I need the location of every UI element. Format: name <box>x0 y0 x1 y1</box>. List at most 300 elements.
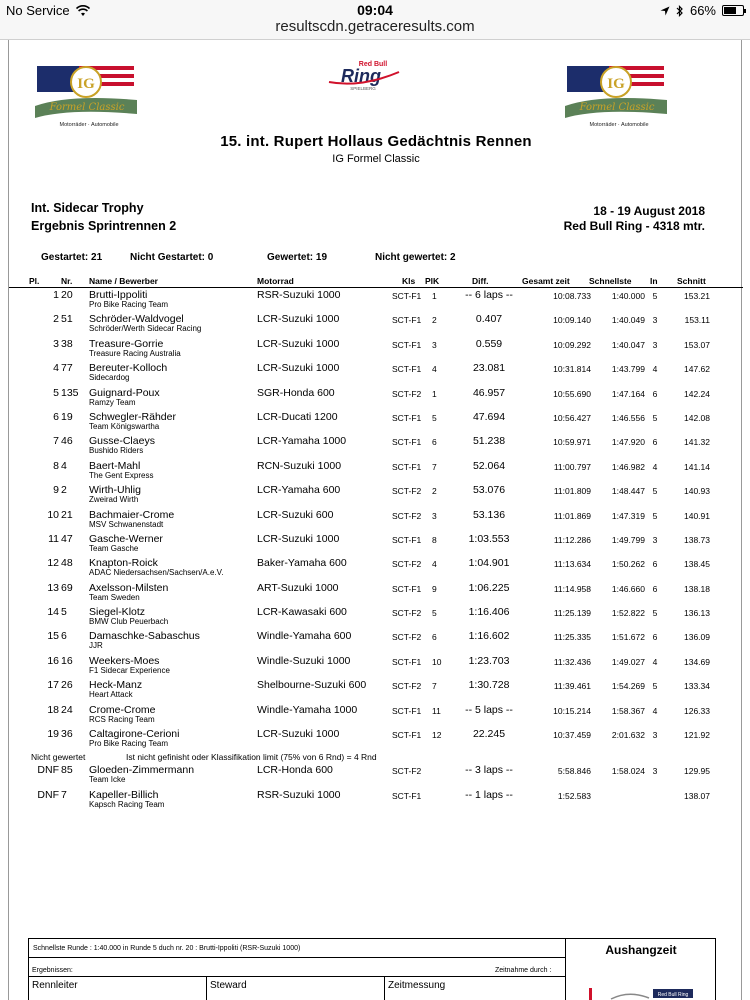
event-info <box>564 204 705 234</box>
ig-logo-bottom-text: Motorräder · Automobile <box>59 122 119 128</box>
total-time: 10:09.140 <box>553 315 591 326</box>
col-schnitt: Schnitt <box>677 276 706 286</box>
class: SCT-F2 <box>392 486 422 497</box>
fastest-lap-number: 5 <box>652 510 658 521</box>
fastest-lap-number: 6 <box>652 388 658 399</box>
results-row <box>9 629 743 653</box>
results-row <box>9 288 743 312</box>
class: SCT-F1 <box>392 364 422 375</box>
gap: 0.407 <box>475 313 503 326</box>
motorcycle: LCR-Suzuki 1000 <box>257 728 340 741</box>
team-name: Schröder/Werth Sidecar Racing <box>89 324 202 334</box>
motorcycle: LCR-Suzuki 1000 <box>257 362 340 375</box>
clock: 09:04 <box>357 2 393 18</box>
gap: 1:16.602 <box>468 630 510 643</box>
ergebnissen-label: Ergebnissen: <box>32 967 73 974</box>
event-subtitle: IG Formel Classic <box>332 153 420 165</box>
crew-name: Damaschke-Sabaschus <box>89 630 200 643</box>
total-time: 11:39.461 <box>553 681 591 692</box>
average-speed: 147.62 <box>684 364 710 375</box>
total-time: 11:32.436 <box>553 656 591 667</box>
total-time: 11:25.139 <box>553 608 591 619</box>
event-title: 15. int. Rupert Hollaus Gedächtnis Rennen <box>220 133 532 150</box>
gap: -- 3 laps -- <box>465 764 513 777</box>
average-speed: 136.13 <box>684 608 710 619</box>
class: SCT-F2 <box>392 766 422 777</box>
team-name: Team Icke <box>89 775 126 785</box>
motorcycle: LCR-Suzuki 1000 <box>257 532 340 545</box>
gap: 1:16.406 <box>468 606 510 619</box>
average-speed: 142.08 <box>684 412 710 423</box>
gap: 47.694 <box>472 410 506 423</box>
start-number: 19 <box>61 410 73 423</box>
rbr-logo-small-text: Red Bull <box>358 61 388 68</box>
motorcycle: Windle-Yamaha 1000 <box>257 703 358 716</box>
motorcycle: Windle-Yamaha 600 <box>257 630 352 643</box>
carrier-label: No Service <box>6 3 70 18</box>
crew-name: Gusse-Claeys <box>89 435 155 448</box>
average-speed: 138.73 <box>684 534 710 545</box>
rbr-logo-bottom-text: SPIELBERG <box>350 86 376 91</box>
class-position: 5 <box>432 608 437 619</box>
class-position: 7 <box>432 461 437 472</box>
start-number: 21 <box>61 508 73 521</box>
col-gesamtzeit: Gesamt zeit <box>522 276 570 286</box>
position: DNF <box>37 764 59 777</box>
start-number: 69 <box>61 581 73 594</box>
team-name: Heart Attack <box>89 690 133 700</box>
position: 9 <box>53 484 59 497</box>
class: SCT-F1 <box>392 534 422 545</box>
motorcycle: Shelbourne-Suzuki 600 <box>257 679 367 692</box>
total-time: 10:09.292 <box>553 339 591 350</box>
results-row <box>9 410 743 434</box>
fastest-lap-number: 4 <box>652 364 658 375</box>
fastest-lap-number: 6 <box>652 437 658 448</box>
total-time: 10:56.427 <box>553 412 591 423</box>
total-time: 11:01.869 <box>553 510 591 521</box>
gap: 53.136 <box>472 508 506 521</box>
position: 14 <box>47 606 59 619</box>
location-icon <box>660 6 670 16</box>
average-speed: 134.69 <box>684 656 710 667</box>
class: SCT-F2 <box>392 632 422 643</box>
position: 7 <box>53 435 59 448</box>
address-bar[interactable] <box>0 18 750 40</box>
average-speed: 136.09 <box>684 632 710 643</box>
red-bull-ring-stamp <box>589 986 699 1000</box>
average-speed: 153.21 <box>684 291 710 301</box>
crew-name: Schröder-Waldvogel <box>89 313 184 326</box>
steward-label: Steward <box>210 980 247 991</box>
position: 12 <box>47 557 59 570</box>
dnf-row <box>9 763 743 787</box>
team-name: JJR <box>89 641 103 651</box>
class: SCT-F1 <box>392 730 422 741</box>
fastest-lap: 1:50.262 <box>611 559 645 570</box>
gap: 51.238 <box>472 435 506 448</box>
gap: 52.064 <box>472 459 506 472</box>
crew-name: Baert-Mahl <box>89 459 141 472</box>
battery-fill <box>724 7 736 14</box>
class-position: 10 <box>432 656 442 667</box>
results-row <box>9 508 743 532</box>
gap: 1:03.553 <box>468 532 510 545</box>
gap: 46.957 <box>472 386 506 399</box>
class-position: 1 <box>432 388 437 399</box>
results-row <box>9 727 743 751</box>
class: SCT-F1 <box>392 315 422 326</box>
results-row <box>9 532 743 556</box>
team-name: Pro Bike Racing Team <box>89 739 168 749</box>
team-name: Team Gasche <box>89 543 139 553</box>
stat-started: Gestartet: 21 <box>41 252 103 263</box>
average-speed: 126.33 <box>684 705 710 716</box>
fastest-lap: 1:47.319 <box>611 510 645 521</box>
crew-name: Schwegler-Rähder <box>89 410 176 423</box>
crew-name: Kapeller-Billich <box>89 788 159 801</box>
crew-name: Bereuter-Kolloch <box>89 362 168 375</box>
status-right <box>660 3 744 18</box>
crew-name: Knapton-Roick <box>89 557 158 570</box>
fastest-lap-number: 4 <box>652 705 658 716</box>
average-speed: 129.95 <box>684 766 710 777</box>
total-time: 5:58.846 <box>557 766 591 777</box>
average-speed: 142.24 <box>684 388 710 399</box>
motorcycle: LCR-Yamaha 1000 <box>257 435 347 448</box>
team-name: RCS Racing Team <box>89 714 155 724</box>
results-row <box>9 605 743 629</box>
motorcycle: RSR-Suzuki 1000 <box>257 289 341 301</box>
bluetooth-icon <box>676 5 684 17</box>
aushangzeit-label: Aushangzeit <box>605 943 677 957</box>
team-name: Zweirad Wirth <box>89 495 139 505</box>
gap: 22.245 <box>472 728 506 741</box>
results-row <box>9 581 743 605</box>
class-position: 6 <box>432 437 437 448</box>
start-number: 6 <box>61 630 67 643</box>
col-pik: PlK <box>425 276 440 286</box>
motorcycle: LCR-Ducati 1200 <box>257 410 338 423</box>
stamp-text: Red Bull Ring <box>657 992 689 998</box>
results-row <box>9 483 743 507</box>
crew-name: Gasche-Werner <box>89 532 163 545</box>
class-position: 6 <box>432 632 437 643</box>
fastest-lap-number: 4 <box>652 461 658 472</box>
fastest-lap: 1:47.164 <box>611 388 645 399</box>
class-position: 7 <box>432 681 437 692</box>
results-row <box>9 703 743 727</box>
position: 2 <box>53 313 59 326</box>
col-schnellste: Schnellste <box>589 276 632 286</box>
fastest-lap: 1:58.367 <box>611 705 645 716</box>
results-row <box>9 654 743 678</box>
total-time: 10:37.459 <box>553 730 591 741</box>
results-row <box>9 361 743 385</box>
gap: 1:06.225 <box>468 581 510 594</box>
crew-name: Bachmaier-Crome <box>89 508 175 521</box>
not-classified-label: Nicht gewertet <box>31 752 86 763</box>
stat-classified: Gewertet: 19 <box>267 252 328 263</box>
fastest-lap-number: 5 <box>652 412 658 423</box>
average-speed: 141.14 <box>684 461 710 472</box>
fastest-lap: 1:54.269 <box>611 681 645 692</box>
class-position: 3 <box>432 339 437 350</box>
total-time: 11:13.634 <box>553 559 591 570</box>
gap: -- 1 laps -- <box>465 788 513 801</box>
position: 13 <box>47 581 59 594</box>
class-position: 3 <box>432 510 437 521</box>
results-table-body <box>9 288 743 812</box>
zeitmessung-label: Zeitmessung <box>388 980 446 991</box>
fastest-lap-number: 3 <box>652 730 658 741</box>
fastest-lap: 1:43.799 <box>611 364 645 375</box>
position: 15 <box>47 630 59 643</box>
start-number: 48 <box>61 557 73 570</box>
crew-name: Axelsson-Milsten <box>89 581 169 594</box>
fastest-lap-number: 3 <box>652 534 658 545</box>
crew-name: Caltagirone-Cerioni <box>89 728 180 741</box>
class: SCT-F1 <box>392 437 422 448</box>
fastest-lap-number: 5 <box>652 291 658 301</box>
ig-logo-script-text: Formel Classic <box>49 102 125 113</box>
dnf-row <box>9 788 743 812</box>
footer-divider <box>29 957 565 958</box>
fastest-lap: 1:58.024 <box>611 766 645 777</box>
gap: 1:23.703 <box>468 654 510 667</box>
fastest-lap-number: 4 <box>652 656 658 667</box>
team-name: Team Sweden <box>89 592 140 602</box>
average-speed: 141.32 <box>684 437 710 448</box>
total-time: 11:12.286 <box>553 534 591 545</box>
total-time: 11:14.958 <box>553 583 591 594</box>
col-pl: Pl. <box>29 276 40 286</box>
fastest-lap-number: 3 <box>652 766 658 777</box>
start-number: 26 <box>61 679 73 692</box>
class: SCT-F1 <box>392 705 422 716</box>
class: SCT-F1 <box>392 583 422 594</box>
start-number: 2 <box>61 484 67 497</box>
fastest-lap: 1:46.556 <box>611 412 645 423</box>
fastest-lap: 1:46.660 <box>611 583 645 594</box>
team-name: Pro Bike Racing Team <box>89 300 168 309</box>
start-number: 4 <box>61 459 67 472</box>
zeitnahme-label: Zeitnahme durch : <box>495 967 552 974</box>
results-row <box>9 337 743 361</box>
average-speed: 140.93 <box>684 486 710 497</box>
ig-formel-classic-logo-left <box>29 60 144 132</box>
motorcycle: Windle-Suzuki 1000 <box>257 654 351 667</box>
start-number: 24 <box>61 703 73 716</box>
start-number: 51 <box>61 313 73 326</box>
red-bull-ring-logo <box>321 58 405 92</box>
event-venue: Red Bull Ring - 4318 mtr. <box>563 219 705 233</box>
class: SCT-F1 <box>392 412 422 423</box>
gap: 23.081 <box>472 362 506 375</box>
team-name: MSV Schwanenstadt <box>89 519 164 529</box>
col-diff: Diff. <box>472 276 489 286</box>
fastest-lap: 1:46.982 <box>611 461 645 472</box>
start-number: 20 <box>61 289 73 301</box>
gap: 1:04.901 <box>468 557 510 570</box>
fastest-lap: 2:01.632 <box>611 730 645 741</box>
total-time: 11:01.809 <box>553 486 591 497</box>
crew-name: Heck-Manz <box>89 679 143 692</box>
fastest-lap-number: 5 <box>652 681 658 692</box>
class-position: 11 <box>432 705 441 716</box>
position: 3 <box>53 337 59 350</box>
team-name: Kapsch Racing Team <box>89 799 165 809</box>
total-time: 11:25.335 <box>553 632 591 643</box>
start-number: 7 <box>61 788 67 801</box>
stat-not-classified: Nicht gewertet: 2 <box>375 252 456 263</box>
team-name: The Gent Express <box>89 470 154 480</box>
results-row <box>9 434 743 458</box>
average-speed: 153.11 <box>684 315 710 326</box>
fastest-lap: 1:51.672 <box>611 632 645 643</box>
crew-name: Treasure-Gorrie <box>89 337 164 350</box>
results-row <box>9 312 743 336</box>
class: SCT-F2 <box>392 608 422 619</box>
fastest-lap: 1:47.920 <box>611 437 645 448</box>
class-position: 2 <box>432 486 437 497</box>
fastest-lap-number: 5 <box>652 608 658 619</box>
position: 8 <box>53 459 59 472</box>
total-time: 11:00.797 <box>553 461 591 472</box>
fastest-lap-number: 6 <box>652 632 658 643</box>
position: 18 <box>47 703 59 716</box>
results-table-header <box>9 276 743 288</box>
class-position: 4 <box>432 364 437 375</box>
col-nr: Nr. <box>61 276 73 286</box>
class-name: Int. Sidecar Trophy <box>31 201 144 215</box>
motorcycle: Baker-Yamaha 600 <box>257 557 347 570</box>
position: 1 <box>53 289 59 301</box>
url-text[interactable]: resultscdn.getraceresults.com <box>275 18 475 35</box>
fastest-lap-number: 6 <box>652 583 658 594</box>
position: 16 <box>47 654 59 667</box>
class: SCT-F2 <box>392 681 422 692</box>
average-speed: 138.18 <box>684 583 710 594</box>
class-heading <box>31 199 176 235</box>
motorcycle: ART-Suzuki 1000 <box>257 581 339 594</box>
ig-logo-main-text: IG <box>607 76 625 92</box>
class: SCT-F1 <box>392 461 422 472</box>
rennleiter-label: Rennleiter <box>32 980 78 991</box>
position: 11 <box>48 532 59 545</box>
start-number: 85 <box>61 764 73 777</box>
class-position: 12 <box>432 730 442 741</box>
fastest-lap: 1:40.047 <box>611 339 645 350</box>
ig-logo-bottom-text: Motorräder · Automobile <box>589 122 649 128</box>
position: DNF <box>37 788 59 801</box>
ig-formel-classic-logo-right <box>559 60 674 132</box>
fastest-lap: 1:52.822 <box>611 608 645 619</box>
fastest-lap-number: 3 <box>652 315 658 326</box>
average-speed: 133.34 <box>684 681 710 692</box>
class: SCT-F1 <box>392 291 422 301</box>
class-position: 9 <box>432 583 437 594</box>
crew-name: Crome-Crome <box>89 703 156 716</box>
gap: 53.076 <box>472 484 506 497</box>
fastest-lap: 1:40.000 <box>611 291 645 301</box>
motorcycle: LCR-Suzuki 1000 <box>257 337 340 350</box>
event-date: 18 - 19 August 2018 <box>593 204 705 218</box>
fastest-lap: 1:48.447 <box>611 486 645 497</box>
average-speed: 153.07 <box>684 339 710 350</box>
results-row <box>9 556 743 580</box>
total-time: 10:15.214 <box>553 705 591 716</box>
team-name: BMW Club Peuerbach <box>89 617 169 627</box>
class-position: 1 <box>432 291 437 301</box>
class: SCT-F1 <box>392 339 422 350</box>
start-number: 135 <box>61 386 79 399</box>
rbr-logo-main-text: Ring <box>341 66 381 86</box>
total-time: 10:08.733 <box>553 291 591 301</box>
start-number: 47 <box>61 532 73 545</box>
total-time: 10:31.814 <box>553 364 591 375</box>
team-name: Sidecardog <box>89 373 130 383</box>
stat-not-started: Nicht Gestartet: 0 <box>130 252 214 263</box>
class: SCT-F2 <box>392 559 422 570</box>
results-row <box>9 459 743 483</box>
position: 4 <box>53 362 59 375</box>
class: SCT-F1 <box>392 656 422 667</box>
gap: -- 5 laps -- <box>465 703 513 716</box>
class-position: 8 <box>432 534 437 545</box>
not-classified-text: Ist nicht gefinisht oder Klassifikation limit (75% von 6 Rnd) = 4 Rnd <box>126 752 377 763</box>
total-time: 10:59.971 <box>553 437 591 448</box>
fastest-lap: 1:49.027 <box>611 656 645 667</box>
fastest-lap-number: 6 <box>652 559 658 570</box>
results-row <box>9 386 743 410</box>
class-position: 4 <box>432 559 437 570</box>
results-row <box>9 678 743 702</box>
results-document <box>8 40 742 1000</box>
battery-percent: 66% <box>689 3 716 18</box>
start-number: 77 <box>61 362 73 375</box>
fastest-lap: 1:40.049 <box>611 315 645 326</box>
motorcycle: LCR-Yamaha 600 <box>257 484 341 497</box>
average-speed: 138.07 <box>684 790 710 801</box>
team-name: F1 Sidecar Experience <box>89 665 170 675</box>
class-position: 5 <box>432 412 437 423</box>
col-in: In <box>650 276 658 286</box>
crew-name: Brutti-Ippoliti <box>89 289 148 301</box>
team-name: Team Königswartha <box>89 421 160 431</box>
motorcycle: LCR-Honda 600 <box>257 764 333 777</box>
class: SCT-F1 <box>392 790 422 801</box>
position: 5 <box>53 386 59 399</box>
start-number: 46 <box>61 435 73 448</box>
fastest-lap-number: 5 <box>652 486 658 497</box>
crew-name: Guignard-Poux <box>89 386 160 399</box>
class: SCT-F2 <box>392 510 422 521</box>
crew-name: Siegel-Klotz <box>89 606 146 619</box>
motorcycle: LCR-Suzuki 600 <box>257 508 334 521</box>
gap: 1:30.728 <box>468 679 510 692</box>
team-name: Bushido Riders <box>89 446 144 456</box>
class-position: 2 <box>432 315 437 326</box>
col-motorrad: Motorrad <box>257 276 294 286</box>
crew-name: Wirth-Uhlig <box>89 484 141 497</box>
motorcycle: RCN-Suzuki 1000 <box>257 459 342 472</box>
position: 10 <box>47 508 59 521</box>
motorcycle: RSR-Suzuki 1000 <box>257 788 341 801</box>
class: SCT-F2 <box>392 388 422 399</box>
start-number: 38 <box>61 337 73 350</box>
total-time: 10:55.690 <box>553 388 591 399</box>
